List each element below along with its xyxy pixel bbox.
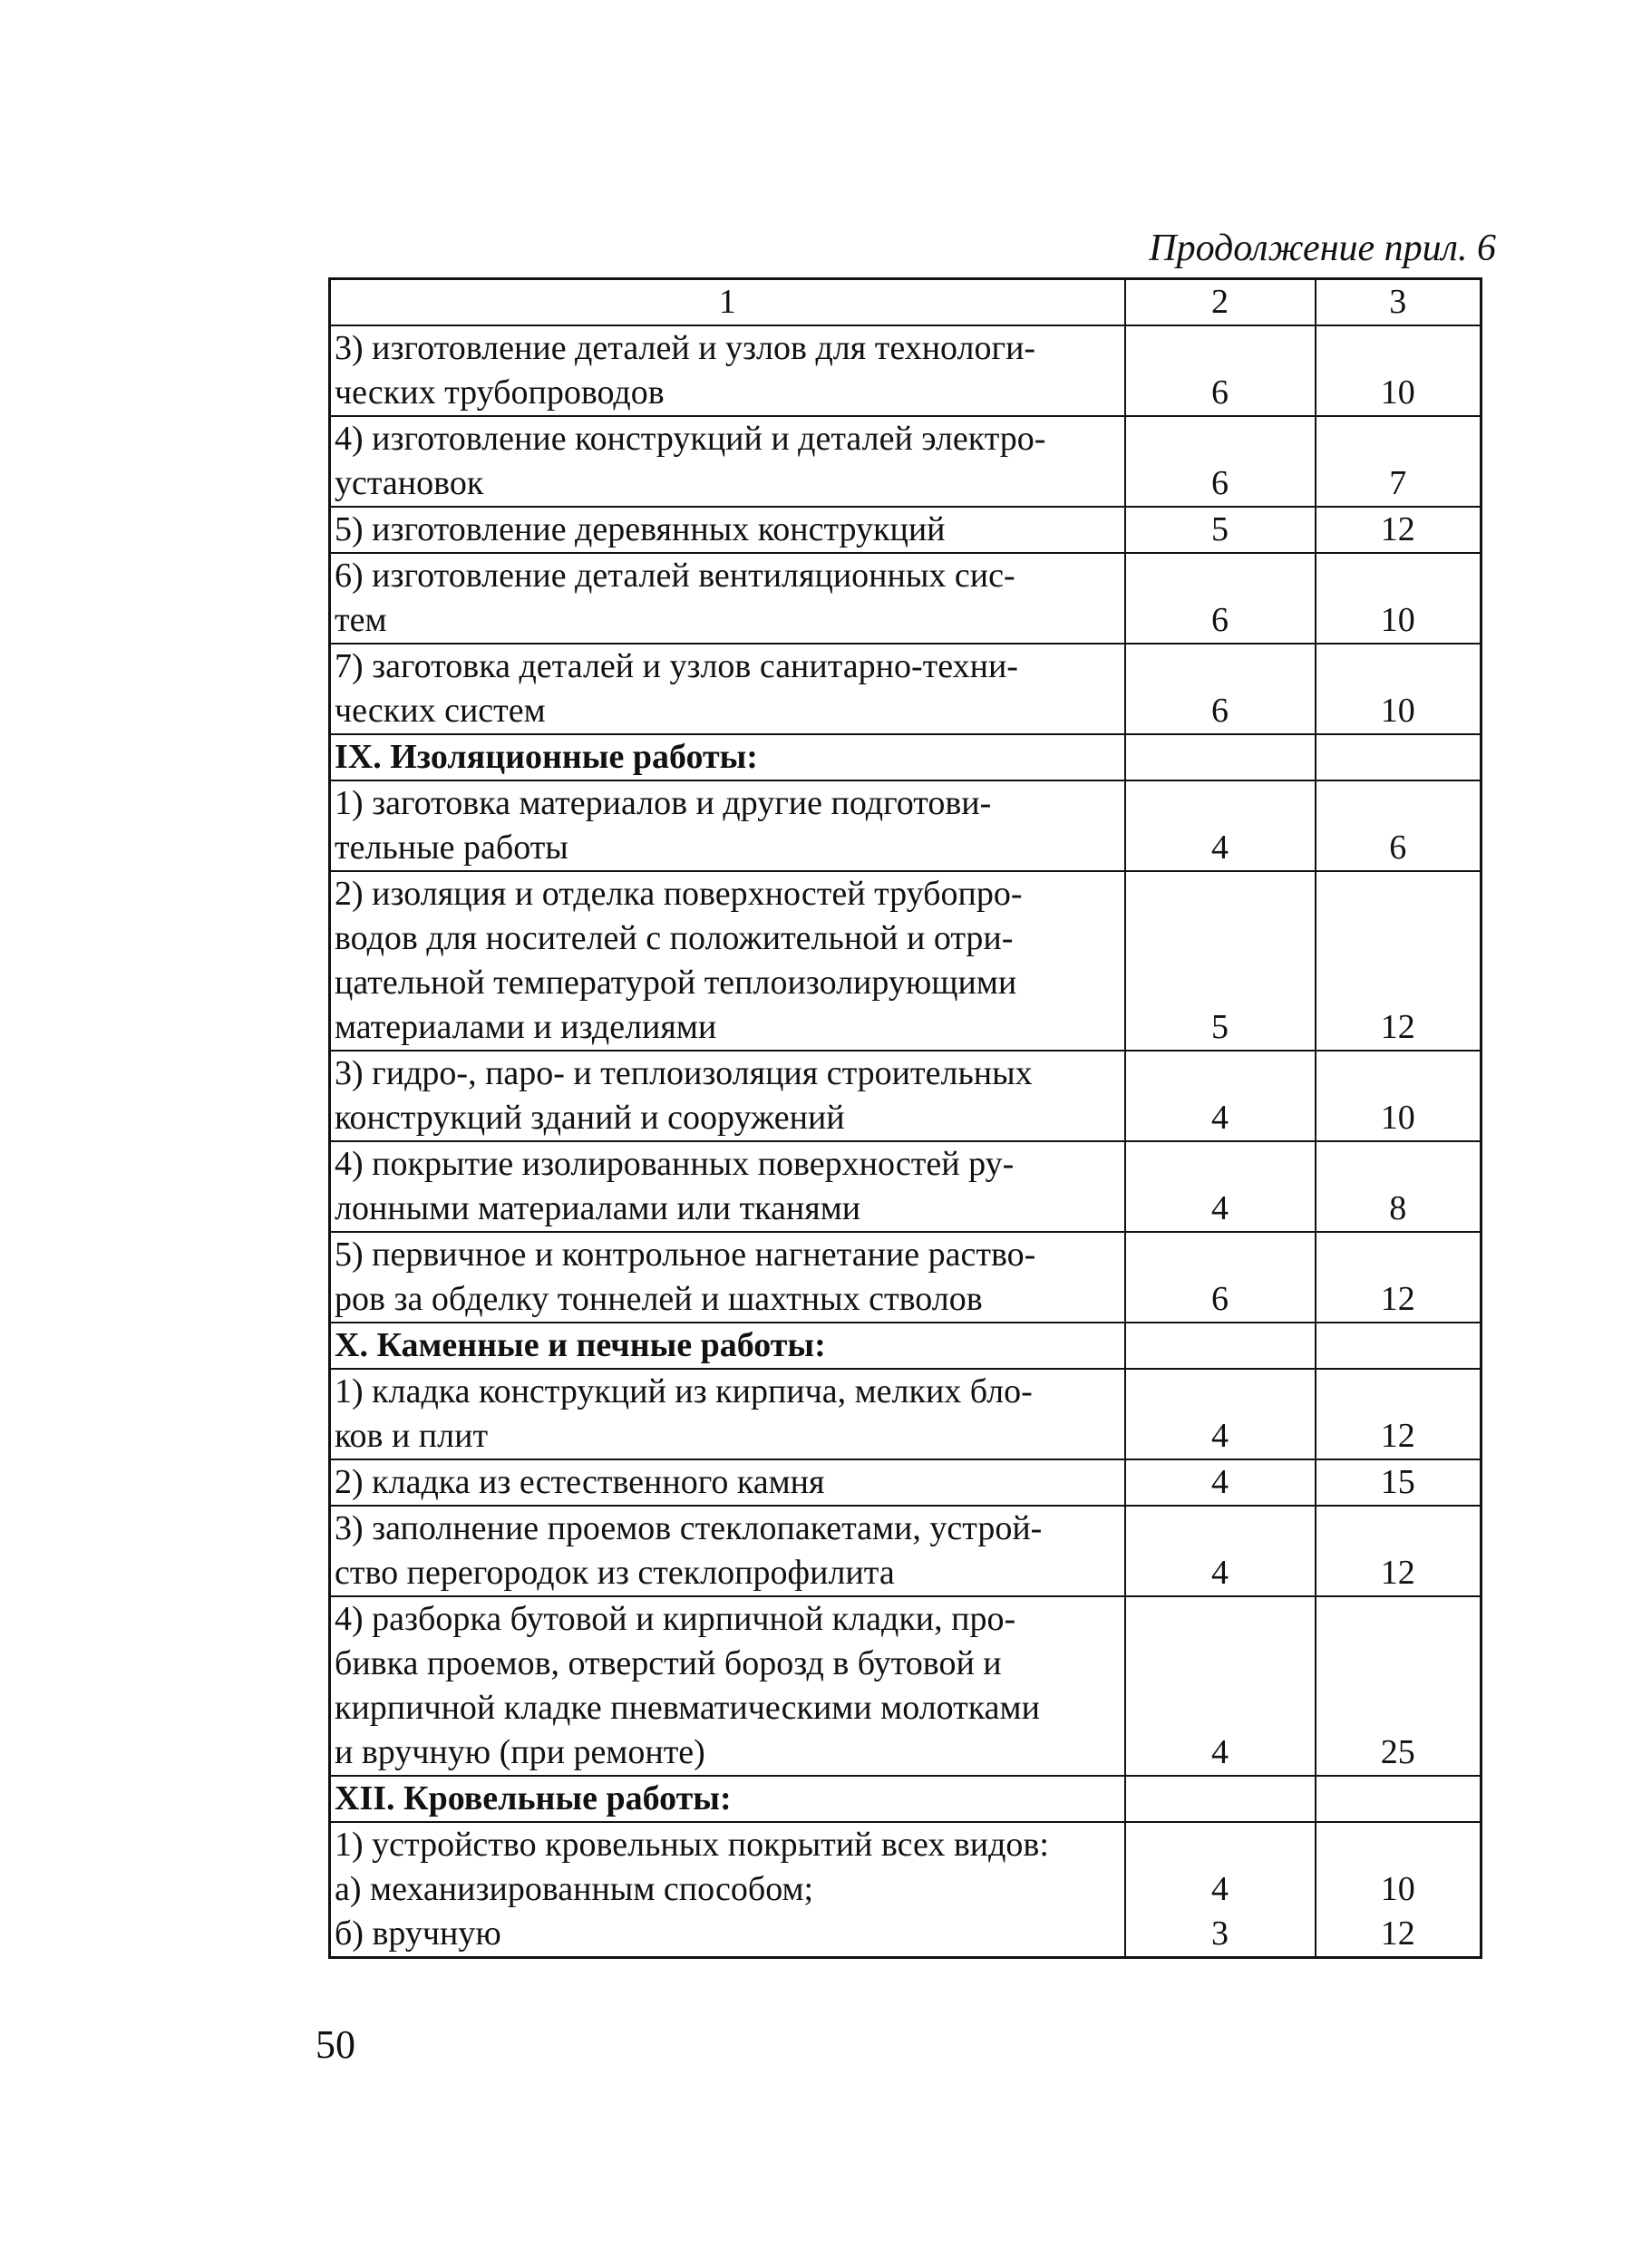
value: 4 xyxy=(1211,1189,1229,1227)
text-line: б) вручную xyxy=(335,1914,501,1953)
work-description-cell xyxy=(330,644,1125,734)
text-line: ческих систем xyxy=(335,692,546,730)
column-2-value-cell xyxy=(1125,507,1316,553)
column-3-value-cell xyxy=(1316,325,1481,416)
page-number: 50 xyxy=(316,2022,355,2067)
value: 4 xyxy=(1211,1463,1229,1501)
table-row xyxy=(330,1141,1481,1232)
table-row xyxy=(330,416,1481,507)
value: 8 xyxy=(1389,1189,1407,1227)
text-line: 4) покрытие изолированных поверхностей ру- xyxy=(335,1145,1015,1183)
table-row xyxy=(330,1506,1481,1596)
section-row xyxy=(330,1323,1481,1369)
text-line: материалами и изделиями xyxy=(335,1008,717,1046)
value: 4 xyxy=(1211,1417,1229,1455)
text-line: тельные работы xyxy=(335,829,568,867)
value: 4 xyxy=(1211,1554,1229,1592)
table-row xyxy=(330,644,1481,734)
value-line: 3 xyxy=(1211,1914,1229,1953)
column-3-value-cell xyxy=(1316,734,1481,780)
table-row xyxy=(330,1459,1481,1506)
column-3-value-cell xyxy=(1316,1141,1481,1232)
section-row xyxy=(330,734,1481,780)
column-3-value-cell xyxy=(1316,1232,1481,1323)
text-line: X. Каменные и печные работы: xyxy=(335,1326,826,1364)
column-2-value-cell xyxy=(1125,1776,1316,1822)
value: 12 xyxy=(1380,510,1415,548)
rates-table xyxy=(328,277,1482,1959)
column-header-1: 1 xyxy=(330,279,1125,326)
text-line: 5) первичное и контрольное нагнетание раство- xyxy=(335,1236,1036,1274)
value: 15 xyxy=(1380,1463,1415,1501)
column-2-value-cell xyxy=(1125,1822,1316,1958)
value: 6 xyxy=(1389,829,1407,867)
value: 6 xyxy=(1211,601,1229,639)
column-3-value-cell xyxy=(1316,1051,1481,1141)
work-description-cell xyxy=(330,1822,1125,1958)
work-description-cell xyxy=(330,871,1125,1051)
text-line: 2) кладка из естественного камня xyxy=(335,1463,825,1501)
column-3-value-cell xyxy=(1316,1596,1481,1776)
table-row xyxy=(330,1232,1481,1323)
text-line: ков и плит xyxy=(335,1417,489,1455)
text-line: тем xyxy=(335,601,387,639)
column-3-value-cell xyxy=(1316,871,1481,1051)
section-title-cell xyxy=(330,1323,1125,1369)
value: 10 xyxy=(1380,373,1415,412)
table-row xyxy=(330,507,1481,553)
column-header-3: 3 xyxy=(1316,279,1481,326)
value-line: 10 xyxy=(1380,1870,1415,1908)
table-row xyxy=(330,1596,1481,1776)
column-2-value-cell xyxy=(1125,871,1316,1051)
text-line: 2) изоляция и отделка поверхностей трубопро- xyxy=(335,875,1023,913)
column-2-value-cell xyxy=(1125,325,1316,416)
table-row xyxy=(330,1369,1481,1459)
work-description-cell xyxy=(330,325,1125,416)
table-header-row xyxy=(330,279,1481,326)
value-line xyxy=(1320,1823,1477,1867)
value: 4 xyxy=(1211,1099,1229,1137)
value: 6 xyxy=(1211,464,1229,502)
column-2-value-cell xyxy=(1125,1141,1316,1232)
column-3-value-cell xyxy=(1316,780,1481,871)
column-3-value-cell xyxy=(1316,1459,1481,1506)
value: 4 xyxy=(1211,1733,1229,1771)
value: 12 xyxy=(1380,1554,1415,1592)
value: 12 xyxy=(1380,1417,1415,1455)
column-3-value-cell xyxy=(1316,553,1481,644)
text-line: 3) заполнение проемов стеклопакетами, устрой- xyxy=(335,1509,1043,1547)
value-line: 12 xyxy=(1380,1914,1415,1953)
text-line: а) механизированным способом; xyxy=(335,1870,814,1908)
text-line: 4) разборка бутовой и кирпичной кладки, про- xyxy=(335,1600,1016,1638)
text-line: 1) кладка конструкций из кирпича, мелких бло- xyxy=(335,1372,1033,1410)
text-line: XII. Кровельные работы: xyxy=(335,1779,732,1817)
work-description-cell xyxy=(330,1459,1125,1506)
text-line: кирпичной кладке пневматическими молотками xyxy=(335,1689,1040,1727)
column-3-value-cell xyxy=(1316,1323,1481,1369)
value: 10 xyxy=(1380,1099,1415,1137)
table-row xyxy=(330,325,1481,416)
column-3-value-cell xyxy=(1316,416,1481,507)
value: 5 xyxy=(1211,510,1229,548)
column-2-value-cell xyxy=(1125,1506,1316,1596)
section-row xyxy=(330,1776,1481,1822)
value: 5 xyxy=(1211,1008,1229,1046)
column-3-value-cell xyxy=(1316,1506,1481,1596)
value: 6 xyxy=(1211,1280,1229,1318)
text-line: цательной температурой теплоизолирующими xyxy=(335,964,1017,1002)
table-row xyxy=(330,1051,1481,1141)
text-line: 4) изготовление конструкций и деталей электро- xyxy=(335,420,1046,458)
text-line: 3) изготовление деталей и узлов для технологи- xyxy=(335,329,1036,367)
text-line: и вручную (при ремонте) xyxy=(335,1733,705,1771)
column-2-value-cell xyxy=(1125,644,1316,734)
text-line: бивка проемов, отверстий борозд в бутовой и xyxy=(335,1644,1002,1682)
column-3-value-cell xyxy=(1316,1822,1481,1958)
work-description-cell xyxy=(330,1596,1125,1776)
table-row xyxy=(330,780,1481,871)
text-line: 5) изготовление деревянных конструкций xyxy=(335,510,946,548)
column-3-value-cell xyxy=(1316,1369,1481,1459)
text-line: 1) заготовка материалов и другие подготови- xyxy=(335,784,992,822)
text-line: 7) заготовка деталей и узлов санитарно-техни- xyxy=(335,647,1018,685)
text-line: конструкций зданий и сооружений xyxy=(335,1099,845,1137)
value: 10 xyxy=(1380,692,1415,730)
work-description-cell xyxy=(330,553,1125,644)
value: 6 xyxy=(1211,692,1229,730)
value-line: 4 xyxy=(1211,1870,1229,1908)
value: 10 xyxy=(1380,601,1415,639)
column-2-value-cell xyxy=(1125,416,1316,507)
text-line: лонными материалами или тканями xyxy=(335,1189,861,1227)
column-2-value-cell xyxy=(1125,1596,1316,1776)
text-line: ров за обделку тоннелей и шахтных стволов xyxy=(335,1280,983,1318)
column-3-value-cell xyxy=(1316,644,1481,734)
text-line: установок xyxy=(335,464,484,502)
table-row xyxy=(330,553,1481,644)
text-line: 3) гидро-, паро- и теплоизоляция строительных xyxy=(335,1054,1033,1092)
work-description-cell xyxy=(330,780,1125,871)
value: 12 xyxy=(1380,1280,1415,1318)
value: 12 xyxy=(1380,1008,1415,1046)
value: 7 xyxy=(1389,464,1407,502)
column-2-value-cell xyxy=(1125,553,1316,644)
value-line xyxy=(1130,1823,1311,1867)
work-description-cell xyxy=(330,1506,1125,1596)
value: 4 xyxy=(1211,829,1229,867)
work-description-cell xyxy=(330,1051,1125,1141)
text-line: 1) устройство кровельных покрытий всех видов: xyxy=(335,1826,1049,1864)
text-line: водов для носителей с положительной и отри- xyxy=(335,919,1014,957)
work-description-cell xyxy=(330,416,1125,507)
value: 6 xyxy=(1211,373,1229,412)
column-2-value-cell xyxy=(1125,1232,1316,1323)
value: 25 xyxy=(1380,1733,1415,1771)
section-title-cell xyxy=(330,734,1125,780)
column-2-value-cell xyxy=(1125,780,1316,871)
table-row xyxy=(330,871,1481,1051)
text-line: ческих трубопроводов xyxy=(335,373,665,412)
column-3-value-cell xyxy=(1316,507,1481,553)
work-description-cell xyxy=(330,1232,1125,1323)
column-2-value-cell xyxy=(1125,1323,1316,1369)
work-description-cell xyxy=(330,507,1125,553)
work-description-cell xyxy=(330,1369,1125,1459)
table-body xyxy=(330,279,1481,1958)
table-row xyxy=(330,1822,1481,1958)
column-2-value-cell xyxy=(1125,1459,1316,1506)
text-line: IX. Изоляционные работы: xyxy=(335,738,758,776)
text-line: 6) изготовление деталей вентиляционных сис- xyxy=(335,557,1015,595)
column-2-value-cell xyxy=(1125,1051,1316,1141)
section-title-cell xyxy=(330,1776,1125,1822)
column-2-value-cell xyxy=(1125,734,1316,780)
work-description-cell xyxy=(330,1141,1125,1232)
column-3-value-cell xyxy=(1316,1776,1481,1822)
text-line: ство перегородок из стеклопрофилита xyxy=(335,1554,895,1592)
column-2-value-cell xyxy=(1125,1369,1316,1459)
column-header-2: 2 xyxy=(1125,279,1316,326)
continuation-header: Продолжение прил. 6 xyxy=(1149,228,1496,269)
